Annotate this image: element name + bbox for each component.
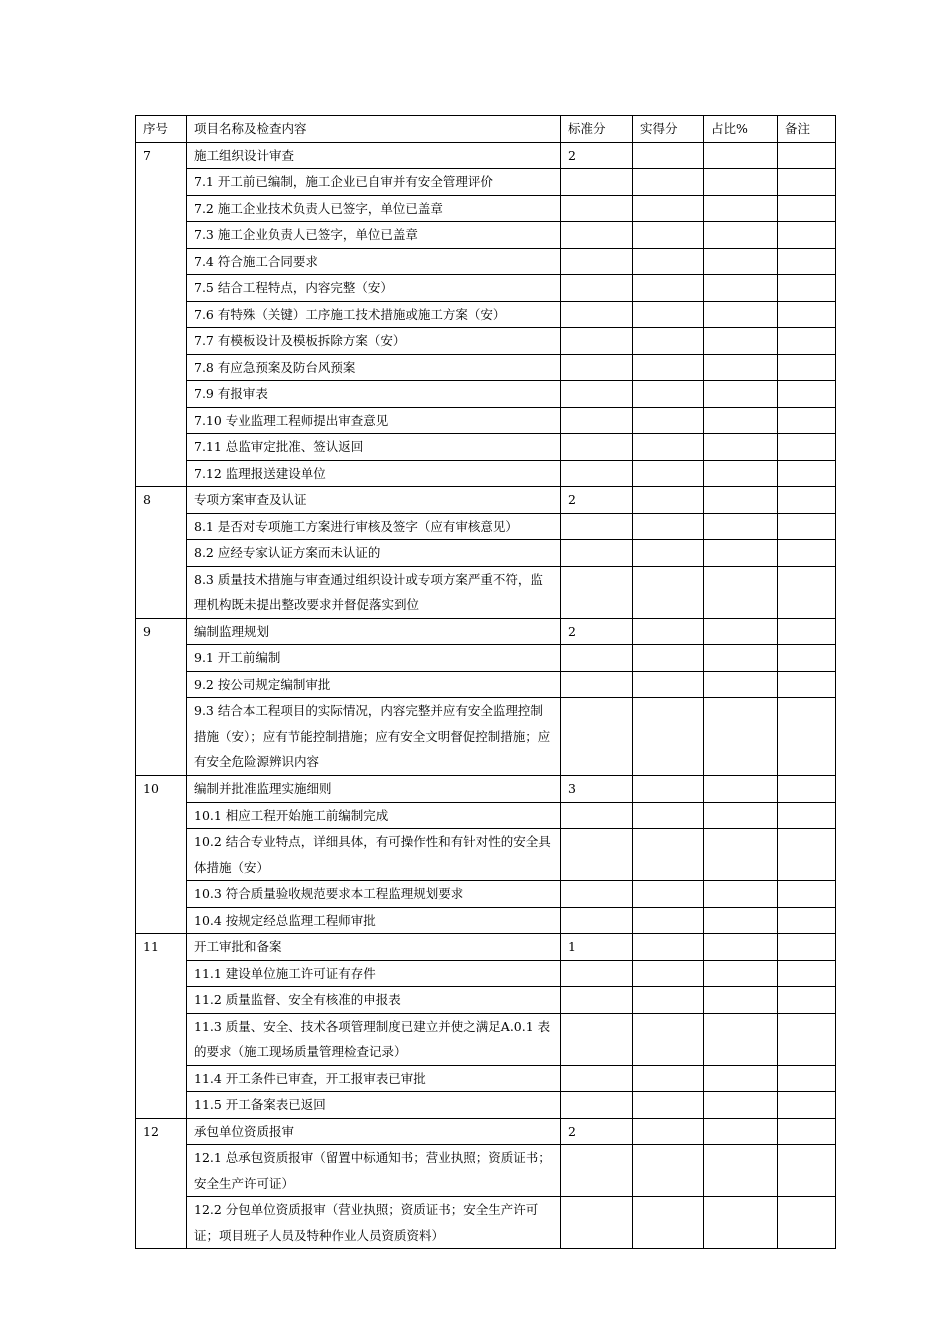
actual-score-cell — [633, 802, 704, 829]
standard-score-cell — [561, 1065, 633, 1092]
note-cell — [778, 328, 836, 355]
check-item: 7.9 有报审表 — [187, 381, 561, 408]
table-row — [136, 1065, 836, 1092]
actual-score-cell — [633, 169, 704, 196]
section-number: 11 — [136, 934, 187, 1119]
table-row — [136, 1118, 836, 1145]
header-no: 序号 — [136, 116, 187, 143]
ratio-cell — [704, 802, 778, 829]
actual-score-cell — [633, 434, 704, 461]
ratio-cell — [704, 776, 778, 803]
note-cell — [778, 513, 836, 540]
check-item: 12.2 分包单位资质报审（营业执照；资质证书；安全生产许可证；项目班子人员及特种作业人员资质资料） — [187, 1197, 561, 1249]
ratio-cell — [704, 487, 778, 514]
header-actual-score: 实得分 — [633, 116, 704, 143]
table-row — [136, 195, 836, 222]
check-item: 8.3 质量技术措施与审查通过组织设计或专项方案严重不符，监理机构既未提出整改要求并督促落实到位 — [187, 566, 561, 618]
note-cell — [778, 645, 836, 672]
section-title: 开工审批和备案 — [187, 934, 561, 961]
standard-score-cell: 3 — [561, 776, 633, 803]
standard-score-cell — [561, 698, 633, 776]
table-row — [136, 934, 836, 961]
standard-score-cell — [561, 381, 633, 408]
standard-score-cell — [561, 275, 633, 302]
actual-score-cell — [633, 671, 704, 698]
actual-score-cell — [633, 934, 704, 961]
table-row — [136, 434, 836, 461]
actual-score-cell — [633, 222, 704, 249]
standard-score-cell — [561, 907, 633, 934]
actual-score-cell — [633, 618, 704, 645]
section-number: 9 — [136, 618, 187, 776]
table-row — [136, 540, 836, 567]
ratio-cell — [704, 1118, 778, 1145]
note-cell — [778, 1065, 836, 1092]
actual-score-cell — [633, 776, 704, 803]
standard-score-cell — [561, 301, 633, 328]
note-cell — [778, 487, 836, 514]
table-row — [136, 960, 836, 987]
standard-score-cell — [561, 248, 633, 275]
standard-score-cell — [561, 1092, 633, 1119]
note-cell — [778, 381, 836, 408]
check-item: 11.5 开工备案表已返回 — [187, 1092, 561, 1119]
note-cell — [778, 881, 836, 908]
check-item: 7.4 符合施工合同要求 — [187, 248, 561, 275]
table-row — [136, 566, 836, 618]
ratio-cell — [704, 987, 778, 1014]
standard-score-cell — [561, 354, 633, 381]
check-item: 10.3 符合质量验收规范要求本工程监理规划要求 — [187, 881, 561, 908]
note-cell — [778, 540, 836, 567]
check-item: 11.2 质量监督、安全有核准的申报表 — [187, 987, 561, 1014]
note-cell — [778, 301, 836, 328]
check-item: 11.3 质量、安全、技术各项管理制度已建立并使之满足A.0.1 表的要求（施工现场质量管理检查记录） — [187, 1013, 561, 1065]
standard-score-cell — [561, 460, 633, 487]
table-row — [136, 328, 836, 355]
section-title: 施工组织设计审查 — [187, 142, 561, 169]
section-title: 编制监理规划 — [187, 618, 561, 645]
note-cell — [778, 169, 836, 196]
actual-score-cell — [633, 460, 704, 487]
section-number: 7 — [136, 142, 187, 487]
check-item: 9.2 按公司规定编制审批 — [187, 671, 561, 698]
table-row — [136, 1092, 836, 1119]
ratio-cell — [704, 354, 778, 381]
ratio-cell — [704, 169, 778, 196]
check-item: 9.3 结合本工程项目的实际情况，内容完整并应有安全监理控制措施（安）；应有节能控制措施；应有安全文明督促控制措施；应有安全危险源辨识内容 — [187, 698, 561, 776]
table-row — [136, 802, 836, 829]
note-cell — [778, 987, 836, 1014]
ratio-cell — [704, 960, 778, 987]
table-row — [136, 829, 836, 881]
note-cell — [778, 1092, 836, 1119]
standard-score-cell — [561, 540, 633, 567]
header-ratio: 占比% — [704, 116, 778, 143]
table-row — [136, 275, 836, 302]
inspection-table — [135, 115, 836, 1249]
ratio-cell — [704, 407, 778, 434]
ratio-cell — [704, 540, 778, 567]
note-cell — [778, 566, 836, 618]
actual-score-cell — [633, 645, 704, 672]
standard-score-cell — [561, 1197, 633, 1249]
actual-score-cell — [633, 1197, 704, 1249]
actual-score-cell — [633, 987, 704, 1014]
ratio-cell — [704, 698, 778, 776]
table-row — [136, 698, 836, 776]
standard-score-cell — [561, 328, 633, 355]
actual-score-cell — [633, 1118, 704, 1145]
check-item: 7.7 有模板设计及模板拆除方案（安） — [187, 328, 561, 355]
table-row — [136, 776, 836, 803]
note-cell — [778, 776, 836, 803]
standard-score-cell: 2 — [561, 142, 633, 169]
table-row — [136, 381, 836, 408]
note-cell — [778, 960, 836, 987]
ratio-cell — [704, 645, 778, 672]
standard-score-cell — [561, 195, 633, 222]
note-cell — [778, 222, 836, 249]
ratio-cell — [704, 1145, 778, 1197]
check-item: 7.12 监理报送建设单位 — [187, 460, 561, 487]
note-cell — [778, 934, 836, 961]
ratio-cell — [704, 142, 778, 169]
standard-score-cell — [561, 645, 633, 672]
table-row — [136, 1197, 836, 1249]
standard-score-cell — [561, 987, 633, 1014]
check-item: 10.4 按规定经总监理工程师审批 — [187, 907, 561, 934]
note-cell — [778, 195, 836, 222]
actual-score-cell — [633, 881, 704, 908]
table-row — [136, 354, 836, 381]
standard-score-cell — [561, 881, 633, 908]
actual-score-cell — [633, 1065, 704, 1092]
check-item: 8.2 应经专家认证方案而未认证的 — [187, 540, 561, 567]
note-cell — [778, 671, 836, 698]
check-item: 10.2 结合专业特点，详细具体，有可操作性和有针对性的安全具体措施（安） — [187, 829, 561, 881]
ratio-cell — [704, 1092, 778, 1119]
note-cell — [778, 829, 836, 881]
note-cell — [778, 275, 836, 302]
standard-score-cell — [561, 434, 633, 461]
actual-score-cell — [633, 566, 704, 618]
ratio-cell — [704, 301, 778, 328]
note-cell — [778, 354, 836, 381]
note-cell — [778, 248, 836, 275]
standard-score-cell — [561, 960, 633, 987]
actual-score-cell — [633, 381, 704, 408]
actual-score-cell — [633, 698, 704, 776]
table-row — [136, 618, 836, 645]
section-number: 10 — [136, 776, 187, 934]
standard-score-cell — [561, 1013, 633, 1065]
note-cell — [778, 1013, 836, 1065]
actual-score-cell — [633, 407, 704, 434]
check-item: 7.1 开工前已编制，施工企业已自审并有安全管理评价 — [187, 169, 561, 196]
actual-score-cell — [633, 829, 704, 881]
actual-score-cell — [633, 487, 704, 514]
ratio-cell — [704, 1013, 778, 1065]
table-body — [136, 142, 836, 1249]
section-number: 12 — [136, 1118, 187, 1249]
ratio-cell — [704, 248, 778, 275]
actual-score-cell — [633, 195, 704, 222]
actual-score-cell — [633, 1013, 704, 1065]
note-cell — [778, 618, 836, 645]
table-row — [136, 987, 836, 1014]
standard-score-cell — [561, 169, 633, 196]
ratio-cell — [704, 275, 778, 302]
table-row — [136, 907, 836, 934]
header-note: 备注 — [778, 116, 836, 143]
ratio-cell — [704, 328, 778, 355]
check-item: 7.11 总监审定批准、签认返回 — [187, 434, 561, 461]
note-cell — [778, 802, 836, 829]
table-row — [136, 513, 836, 540]
actual-score-cell — [633, 354, 704, 381]
ratio-cell — [704, 1065, 778, 1092]
check-item: 12.1 总承包资质报审（留置中标通知书；营业执照；资质证书；安全生产许可证） — [187, 1145, 561, 1197]
standard-score-cell — [561, 513, 633, 540]
actual-score-cell — [633, 907, 704, 934]
check-item: 7.10 专业监理工程师提出审查意见 — [187, 407, 561, 434]
ratio-cell — [704, 671, 778, 698]
standard-score-cell — [561, 802, 633, 829]
table-row — [136, 301, 836, 328]
ratio-cell — [704, 381, 778, 408]
ratio-cell — [704, 881, 778, 908]
standard-score-cell — [561, 566, 633, 618]
actual-score-cell — [633, 301, 704, 328]
ratio-cell — [704, 566, 778, 618]
check-item: 10.1 相应工程开始施工前编制完成 — [187, 802, 561, 829]
actual-score-cell — [633, 960, 704, 987]
ratio-cell — [704, 618, 778, 645]
section-title: 承包单位资质报审 — [187, 1118, 561, 1145]
standard-score-cell: 2 — [561, 1118, 633, 1145]
ratio-cell — [704, 222, 778, 249]
note-cell — [778, 1145, 836, 1197]
note-cell — [778, 1118, 836, 1145]
header-standard-score: 标准分 — [561, 116, 633, 143]
standard-score-cell — [561, 671, 633, 698]
check-item: 7.5 结合工程特点，内容完整（安） — [187, 275, 561, 302]
actual-score-cell — [633, 1092, 704, 1119]
actual-score-cell — [633, 142, 704, 169]
ratio-cell — [704, 513, 778, 540]
note-cell — [778, 460, 836, 487]
table-row — [136, 671, 836, 698]
note-cell — [778, 1197, 836, 1249]
standard-score-cell: 2 — [561, 618, 633, 645]
table-row — [136, 142, 836, 169]
check-item: 7.2 施工企业技术负责人已签字，单位已盖章 — [187, 195, 561, 222]
table-row — [136, 222, 836, 249]
ratio-cell — [704, 934, 778, 961]
section-number: 8 — [136, 487, 187, 619]
actual-score-cell — [633, 513, 704, 540]
section-title: 编制并批准监理实施细则 — [187, 776, 561, 803]
check-item: 8.1 是否对专项施工方案进行审核及签字（应有审核意见） — [187, 513, 561, 540]
ratio-cell — [704, 434, 778, 461]
ratio-cell — [704, 1197, 778, 1249]
table-row — [136, 1145, 836, 1197]
table-row — [136, 169, 836, 196]
ratio-cell — [704, 460, 778, 487]
header-item: 项目名称及检查内容 — [187, 116, 561, 143]
actual-score-cell — [633, 1145, 704, 1197]
actual-score-cell — [633, 275, 704, 302]
check-item: 9.1 开工前编制 — [187, 645, 561, 672]
table-row — [136, 460, 836, 487]
note-cell — [778, 142, 836, 169]
table-row — [136, 881, 836, 908]
table-row — [136, 645, 836, 672]
actual-score-cell — [633, 328, 704, 355]
section-title: 专项方案审查及认证 — [187, 487, 561, 514]
standard-score-cell — [561, 829, 633, 881]
standard-score-cell — [561, 1145, 633, 1197]
table-row — [136, 407, 836, 434]
note-cell — [778, 434, 836, 461]
inspection-sheet — [135, 115, 835, 1249]
check-item: 11.1 建设单位施工许可证有存件 — [187, 960, 561, 987]
table-row — [136, 487, 836, 514]
table-row — [136, 1013, 836, 1065]
actual-score-cell — [633, 248, 704, 275]
standard-score-cell: 2 — [561, 487, 633, 514]
check-item: 11.4 开工条件已审查，开工报审表已审批 — [187, 1065, 561, 1092]
ratio-cell — [704, 195, 778, 222]
ratio-cell — [704, 829, 778, 881]
check-item: 7.3 施工企业负责人已签字，单位已盖章 — [187, 222, 561, 249]
header-row — [136, 116, 836, 143]
standard-score-cell: 1 — [561, 934, 633, 961]
standard-score-cell — [561, 407, 633, 434]
standard-score-cell — [561, 222, 633, 249]
note-cell — [778, 407, 836, 434]
note-cell — [778, 698, 836, 776]
check-item: 7.6 有特殊（关键）工序施工技术措施或施工方案（安） — [187, 301, 561, 328]
note-cell — [778, 907, 836, 934]
table-row — [136, 248, 836, 275]
check-item: 7.8 有应急预案及防台风预案 — [187, 354, 561, 381]
actual-score-cell — [633, 540, 704, 567]
ratio-cell — [704, 907, 778, 934]
